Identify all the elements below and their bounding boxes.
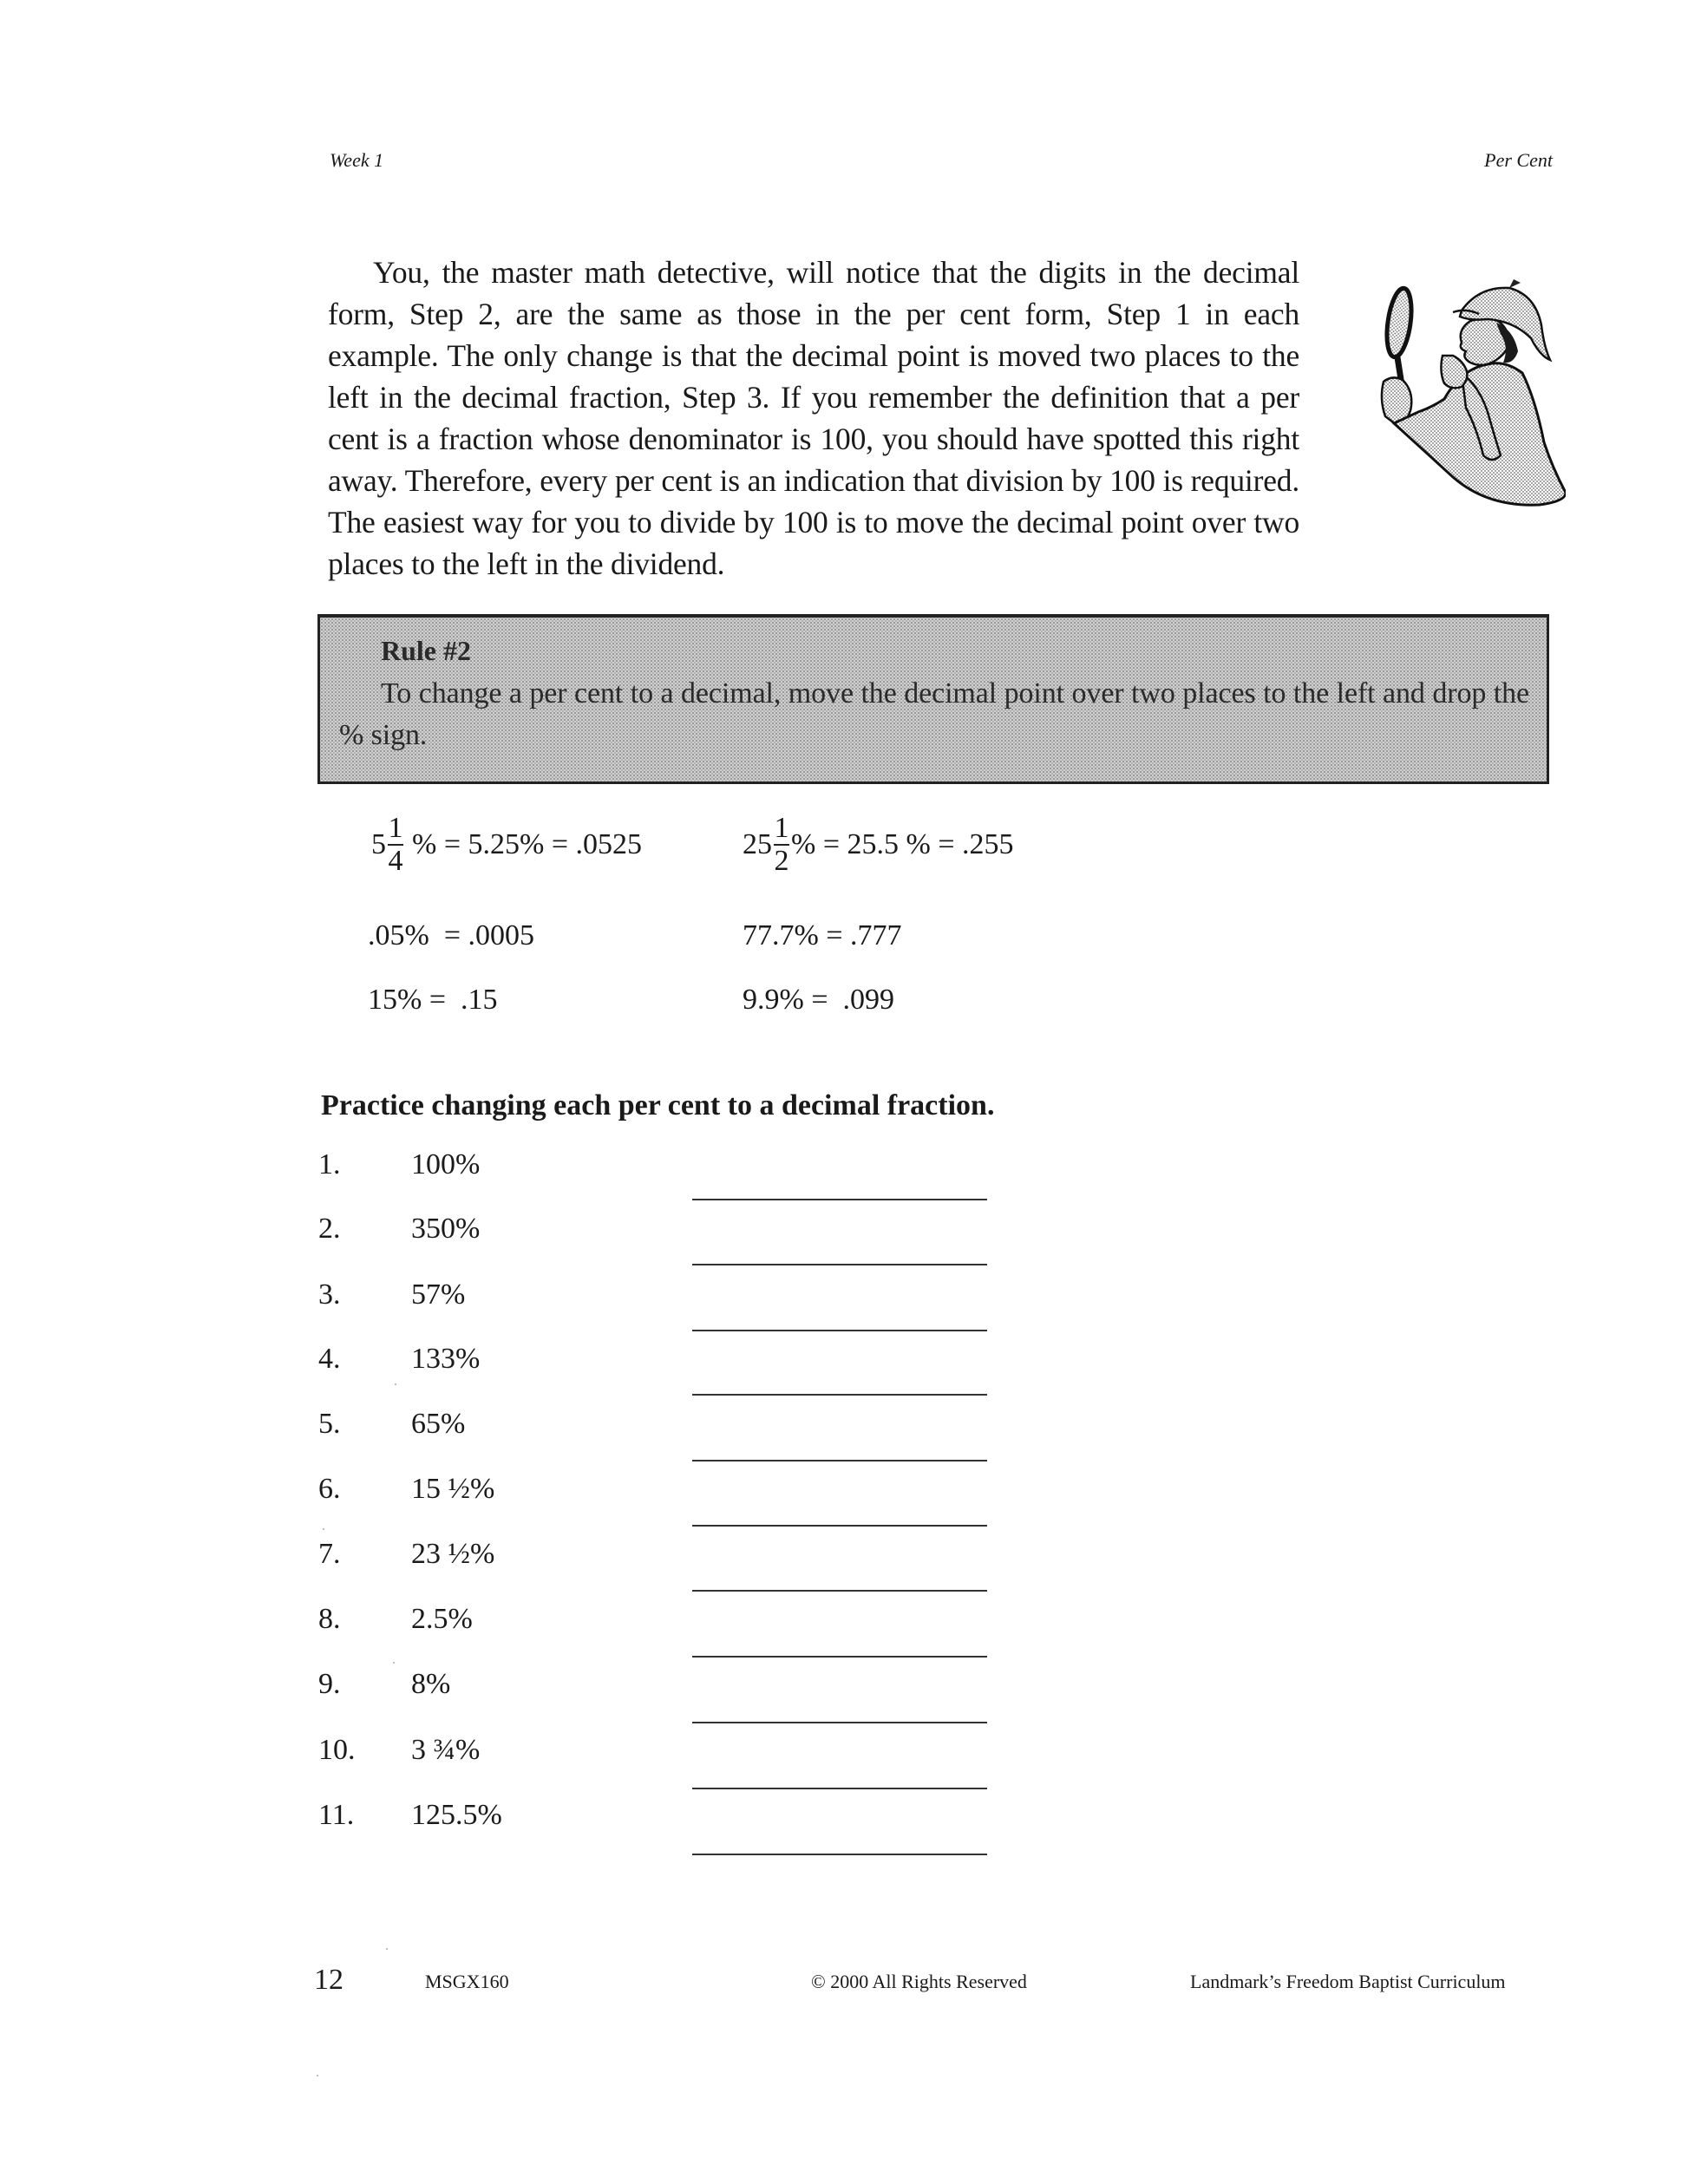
answer-blank[interactable] <box>692 1722 987 1723</box>
question-number: 6. <box>318 1473 341 1505</box>
answer-blank[interactable] <box>692 1460 987 1461</box>
question-number: 9. <box>318 1668 341 1700</box>
header-week-label: Week 1 <box>330 149 384 171</box>
question-number: 11. <box>318 1799 355 1831</box>
scan-speck <box>393 1662 395 1664</box>
example-6: 9.9% = .099 <box>743 984 894 1016</box>
answer-blank[interactable] <box>692 1590 987 1592</box>
scan-speck <box>395 1383 396 1385</box>
question-value: 125.5% <box>411 1799 502 1831</box>
question-number: 4. <box>318 1343 341 1375</box>
copyright-notice: © 2000 All Rights Reserved <box>811 1971 1027 1992</box>
example-result: % = 25.5 % = .255 <box>791 828 1014 860</box>
detective-illustration <box>1349 269 1566 512</box>
answer-blank[interactable] <box>692 1854 987 1855</box>
question-value: 15 ½% <box>411 1473 495 1505</box>
answer-blank[interactable] <box>692 1656 987 1658</box>
answer-blank[interactable] <box>692 1264 987 1265</box>
intro-paragraph: You, the master math detective, will notice that the digits in the decimal form, Step 2, are the same as those in the per cent form, Step 1 in each example. The only change is that the decimal point is moved two places to the left in the decimal fraction, Step 3. If you remember the definition that a per cent is a fraction whose denominator is 100, you should have spotted this right away. Therefore, every per cent is an indication that division by 100 is required. The easiest way for you to divide by 100 is to move the decimal point over two places to the left in the dividend. <box>328 255 1299 581</box>
rule-title: Rule #2 <box>381 635 471 666</box>
scan-speck <box>317 2075 318 2076</box>
publisher-name: Landmark’s Freedom Baptist Curriculum <box>1190 1971 1506 1992</box>
answer-blank[interactable] <box>692 1788 987 1789</box>
example-3: .05% = .0005 <box>368 919 534 951</box>
example-mixed-1 <box>371 814 642 876</box>
question-number: 5. <box>318 1408 341 1440</box>
example-fraction: $\frac{1}{4}$ <box>388 812 403 877</box>
question-value: 8% <box>411 1668 451 1700</box>
question-value: 133% <box>411 1343 481 1375</box>
question-value: 100% <box>411 1148 481 1180</box>
scan-speck <box>386 1948 388 1950</box>
answer-blank[interactable] <box>692 1394 987 1396</box>
question-number: 7. <box>318 1538 341 1570</box>
question-number: 10. <box>318 1734 356 1766</box>
scan-speck <box>323 1528 324 1530</box>
example-4: 77.7% = .777 <box>743 919 902 951</box>
example-mixed-2 <box>743 814 1014 876</box>
question-value: 3 ¾% <box>411 1734 481 1766</box>
example-whole: 25 <box>743 828 772 860</box>
answer-blank[interactable] <box>692 1199 987 1200</box>
question-value: 23 ½% <box>411 1538 495 1570</box>
example-5: 15% = .15 <box>368 984 498 1016</box>
question-value: 350% <box>411 1213 481 1245</box>
detective-icon <box>1349 269 1566 512</box>
question-number: 2. <box>318 1213 341 1245</box>
answer-blank[interactable] <box>692 1525 987 1527</box>
page-number: 12 <box>314 1964 343 1996</box>
rule-text: To change a per cent to a decimal, move the decimal point over two places to the left and drop the % sign. <box>339 677 1529 751</box>
question-number: 8. <box>318 1603 341 1635</box>
practice-title: Practice changing each per cent to a decimal fraction. <box>321 1089 995 1121</box>
example-result: % = 5.25% = .0525 <box>412 828 642 860</box>
question-number: 1. <box>318 1148 341 1180</box>
question-value: 2.5% <box>411 1603 473 1635</box>
header-topic-label: Per Cent <box>1484 149 1553 171</box>
question-number: 3. <box>318 1278 341 1311</box>
question-value: 57% <box>411 1278 466 1311</box>
example-fraction: $\frac{1}{2}$ <box>774 812 789 877</box>
example-whole: 5 <box>371 828 386 860</box>
rule-box <box>317 614 1549 784</box>
question-value: 65% <box>411 1408 466 1440</box>
answer-blank[interactable] <box>692 1330 987 1331</box>
course-code: MSGX160 <box>425 1971 509 1992</box>
